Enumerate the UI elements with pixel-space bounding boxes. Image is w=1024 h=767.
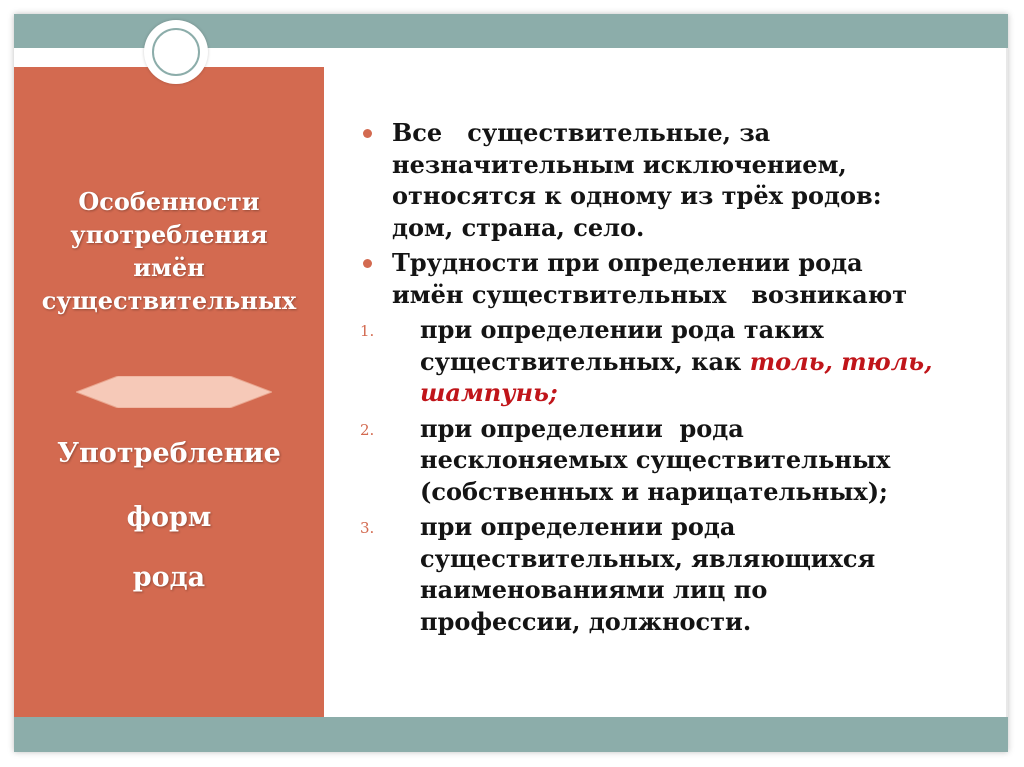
example-words: шампунь; [420, 378, 558, 407]
item-text: существительных, как [420, 346, 750, 376]
right-edge-divider [1006, 48, 1008, 717]
item-line: несклоняемых существительных [420, 445, 891, 474]
bullet-line: Все существительные, за [392, 118, 771, 147]
sub-line-gender: рода [132, 562, 206, 593]
bullet-item [360, 117, 980, 243]
item-line: существительных, являющихся [420, 543, 876, 573]
circle-ornament-icon [144, 20, 208, 84]
heading-line: Особенности [78, 187, 260, 216]
bullet-line: дом, страна, село. [392, 212, 645, 242]
item-line [420, 346, 980, 378]
bullet-item [360, 247, 980, 310]
diamond-divider-icon [76, 376, 272, 408]
item-number: 1. [360, 322, 375, 340]
bullet-line: незначительным исключением, [392, 149, 847, 179]
bullet-line: имён существительных возникают [392, 279, 908, 309]
heading-line: имён [133, 253, 205, 282]
item-line: при определении рода таких [420, 315, 824, 344]
bullet-dot-icon [363, 259, 372, 268]
item-line: (собственных и нарицательных); [420, 476, 888, 506]
numbered-item [360, 413, 980, 508]
bottom-bar [14, 717, 1008, 752]
ring [152, 28, 200, 76]
bullet-line: Трудности при определении рода [392, 248, 863, 277]
item-line: при определении рода [420, 413, 744, 443]
sub-line-forms: форм [126, 502, 212, 533]
item-line: профессии, должности. [420, 606, 752, 636]
numbered-item [360, 314, 980, 409]
example-words: толь, тюль, [749, 346, 933, 376]
heading-line: существительных [41, 286, 297, 315]
left-heading [24, 185, 314, 317]
item-line: при определении рода [420, 512, 736, 541]
numbered-item [360, 511, 980, 637]
heading-line: употребления [70, 220, 268, 249]
bullet-line: относятся к одному из трёх родов: [392, 181, 882, 210]
sub-line-usage: Употребление [57, 438, 281, 469]
bullet-dot-icon [363, 129, 372, 138]
item-number: 3. [360, 519, 375, 537]
content-body [360, 117, 980, 637]
item-line: наименованиями лиц по [420, 575, 768, 604]
item-number: 2. [360, 420, 375, 439]
